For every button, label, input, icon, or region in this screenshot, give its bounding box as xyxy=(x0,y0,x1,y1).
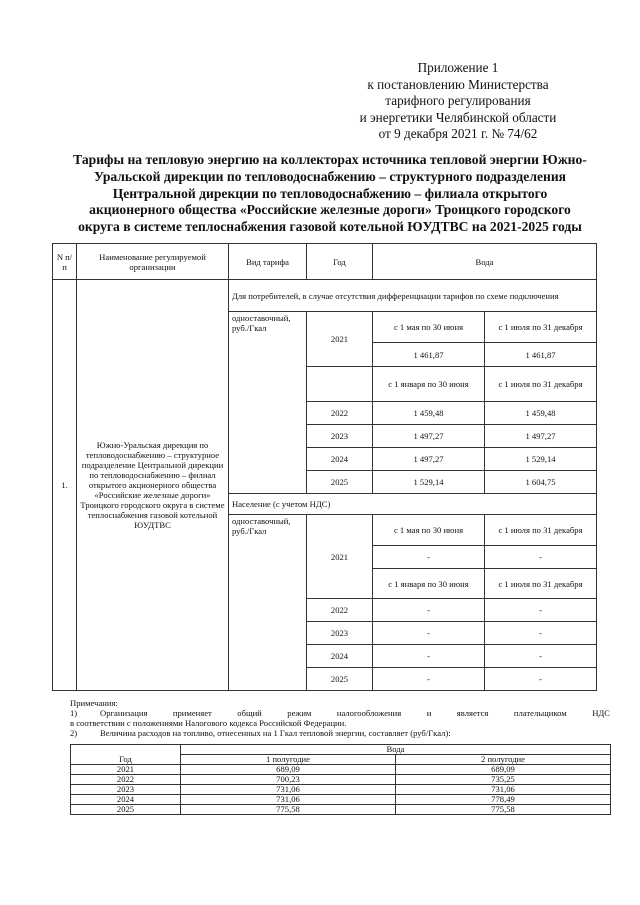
section1-value-h2: 1 604,75 xyxy=(485,471,597,494)
table-row xyxy=(71,775,611,785)
section1-year: 2023 xyxy=(307,425,373,448)
section2-period-a2: с 1 июля по 31 декабря xyxy=(485,515,597,546)
fuel-value-h1: 731,06 xyxy=(181,785,396,795)
title-line: акционерного общества «Российские железные дороги» Троицкого городского xyxy=(89,202,571,218)
appendix-line: к постановлению Министерства xyxy=(367,76,549,92)
notes xyxy=(70,698,610,738)
header-year: Год xyxy=(307,244,373,280)
section2-year-2021: 2021 xyxy=(307,515,373,599)
fuel-value-h2: 775,58 xyxy=(396,805,611,815)
section1-year-2021: 2021 xyxy=(307,312,373,367)
appendix-line: тарифного регулирования xyxy=(385,93,531,108)
section2-year: 2023 xyxy=(307,622,373,645)
fuel-year: 2025 xyxy=(71,805,181,815)
section1-tariff-type: одноставочный, руб./Гкал xyxy=(229,312,307,494)
section2-value-h2: - xyxy=(485,645,597,668)
section1-year: 2025 xyxy=(307,471,373,494)
fuel-year: 2022 xyxy=(71,775,181,785)
fuel-value-h1: 731,06 xyxy=(181,795,396,805)
section2-value-h2: - xyxy=(485,622,597,645)
note-2 xyxy=(70,728,610,738)
section2-value-h2: - xyxy=(485,599,597,622)
document-title xyxy=(40,152,620,236)
title-line: Тарифы на тепловую энергию на коллекторах источника тепловой энергии Южно- xyxy=(73,152,587,167)
fuel-value-h2: 731,06 xyxy=(396,785,611,795)
section2-year: 2024 xyxy=(307,645,373,668)
fuel-header-h1: 1 полугодие xyxy=(181,755,396,765)
fuel-header-row xyxy=(71,745,611,755)
row-number: 1. xyxy=(53,280,77,691)
title-line: округа в системе теплоснабжения газовой котельной ЮУДТВС на 2021-2025 годы xyxy=(78,219,582,235)
organization-name: Южно-Уральская дирекция по тепловодоснабжению – структурное подразделение Центральной дирекции по тепловодоснабжению – филиал открытого акционерного общества «Российские железные дороги» Троицкого городского округа в системе теплоснабжения газовой котельной ЮУДТВС xyxy=(77,280,229,691)
section2-value-2021-h1: - xyxy=(373,546,485,569)
appendix-line: и энергетики Челябинской области xyxy=(359,109,557,125)
section1-value-h1: 1 529,14 xyxy=(373,471,485,494)
section2-value-2021-h2: - xyxy=(485,546,597,569)
section2-value-h1: - xyxy=(373,622,485,645)
fuel-value-h1: 775,58 xyxy=(181,805,396,815)
fuel-header-water: Вода xyxy=(181,745,611,755)
note-number: 1) xyxy=(70,708,78,718)
table-header-row xyxy=(53,244,597,280)
section1-period-b1: с 1 января по 30 июня xyxy=(373,367,485,402)
title-line: Уральской дирекции по тепловодоснабжению – структурного подразделения xyxy=(93,168,567,184)
section1-period-b2: с 1 июля по 31 декабря xyxy=(485,367,597,402)
section1-label: Для потребителей, в случае отсутствия дифференциации тарифов по схеме подключения xyxy=(229,280,597,312)
section1-value-h2: 1 529,14 xyxy=(485,448,597,471)
appendix-header xyxy=(340,60,576,143)
section2-value-h1: - xyxy=(373,599,485,622)
appendix-line: Приложение 1 xyxy=(417,60,499,75)
fuel-year: 2024 xyxy=(71,795,181,805)
section1-value-h1: 1 459,48 xyxy=(373,402,485,425)
fuel-header-h2: 2 полугодие xyxy=(396,755,611,765)
table-row xyxy=(71,765,611,775)
section2-tariff-type: одноставочный, руб./Гкал xyxy=(229,515,307,691)
notes-heading: Примечания: xyxy=(70,698,118,708)
header-org: Наименование регулируемой организации xyxy=(77,244,229,280)
note-text: Величина расходов на топливо, отнесенных на 1 Гкал тепловой энергии, составляет (руб/Гкал): xyxy=(100,728,451,738)
appendix-line: от 9 декабря 2021 г. № 74/62 xyxy=(378,126,538,141)
fuel-cost-table xyxy=(70,744,611,815)
fuel-value-h2: 689,09 xyxy=(396,765,611,775)
section1-period-a2: с 1 июля по 31 декабря xyxy=(485,312,597,343)
title-line: Центральной дирекции по тепловодоснабжению – филиала открытого xyxy=(112,185,548,201)
section1-value-h2: 1 459,48 xyxy=(485,402,597,425)
section1-value-h1: 1 497,27 xyxy=(373,425,485,448)
fuel-value-h1: 700,23 xyxy=(181,775,396,785)
section2-period-b1: с 1 января по 30 июня xyxy=(373,569,485,599)
table-row xyxy=(53,280,597,312)
note-1 xyxy=(70,708,610,718)
section1-year: 2022 xyxy=(307,402,373,425)
note-number: 2) xyxy=(70,728,78,738)
section1-value-2021-h1: 1 461,87 xyxy=(373,343,485,367)
section2-value-h1: - xyxy=(373,668,485,691)
section2-value-h2: - xyxy=(485,668,597,691)
section1-empty-year xyxy=(307,367,373,402)
section1-value-h2: 1 497,27 xyxy=(485,425,597,448)
section1-year: 2024 xyxy=(307,448,373,471)
note-1-continuation: в соответствии с положениями Налогового кодекса Российской Федерации. xyxy=(70,718,347,728)
table-row xyxy=(71,805,611,815)
header-num: N п/п xyxy=(53,244,77,280)
section1-value-h1: 1 497,27 xyxy=(373,448,485,471)
section2-value-h1: - xyxy=(373,645,485,668)
fuel-header-year: Год xyxy=(71,745,181,765)
table-row xyxy=(71,785,611,795)
fuel-value-h1: 689,09 xyxy=(181,765,396,775)
header-water: Вода xyxy=(373,244,597,280)
section2-period-b2: с 1 июля по 31 декабря xyxy=(485,569,597,599)
section1-period-a1: с 1 мая по 30 июня xyxy=(373,312,485,343)
section2-label: Население (с учетом НДС) xyxy=(229,494,597,515)
header-tariff-type: Вид тарифа xyxy=(229,244,307,280)
tariff-table xyxy=(52,243,597,691)
fuel-value-h2: 778,49 xyxy=(396,795,611,805)
section2-period-a1: с 1 мая по 30 июня xyxy=(373,515,485,546)
section1-value-2021-h2: 1 461,87 xyxy=(485,343,597,367)
section2-year: 2025 xyxy=(307,668,373,691)
note-text: Организация применяет общий режим налогообложения и является плательщиком НДС xyxy=(100,708,610,718)
fuel-value-h2: 735,25 xyxy=(396,775,611,785)
fuel-year: 2021 xyxy=(71,765,181,775)
section2-year: 2022 xyxy=(307,599,373,622)
fuel-year: 2023 xyxy=(71,785,181,795)
table-row xyxy=(71,795,611,805)
